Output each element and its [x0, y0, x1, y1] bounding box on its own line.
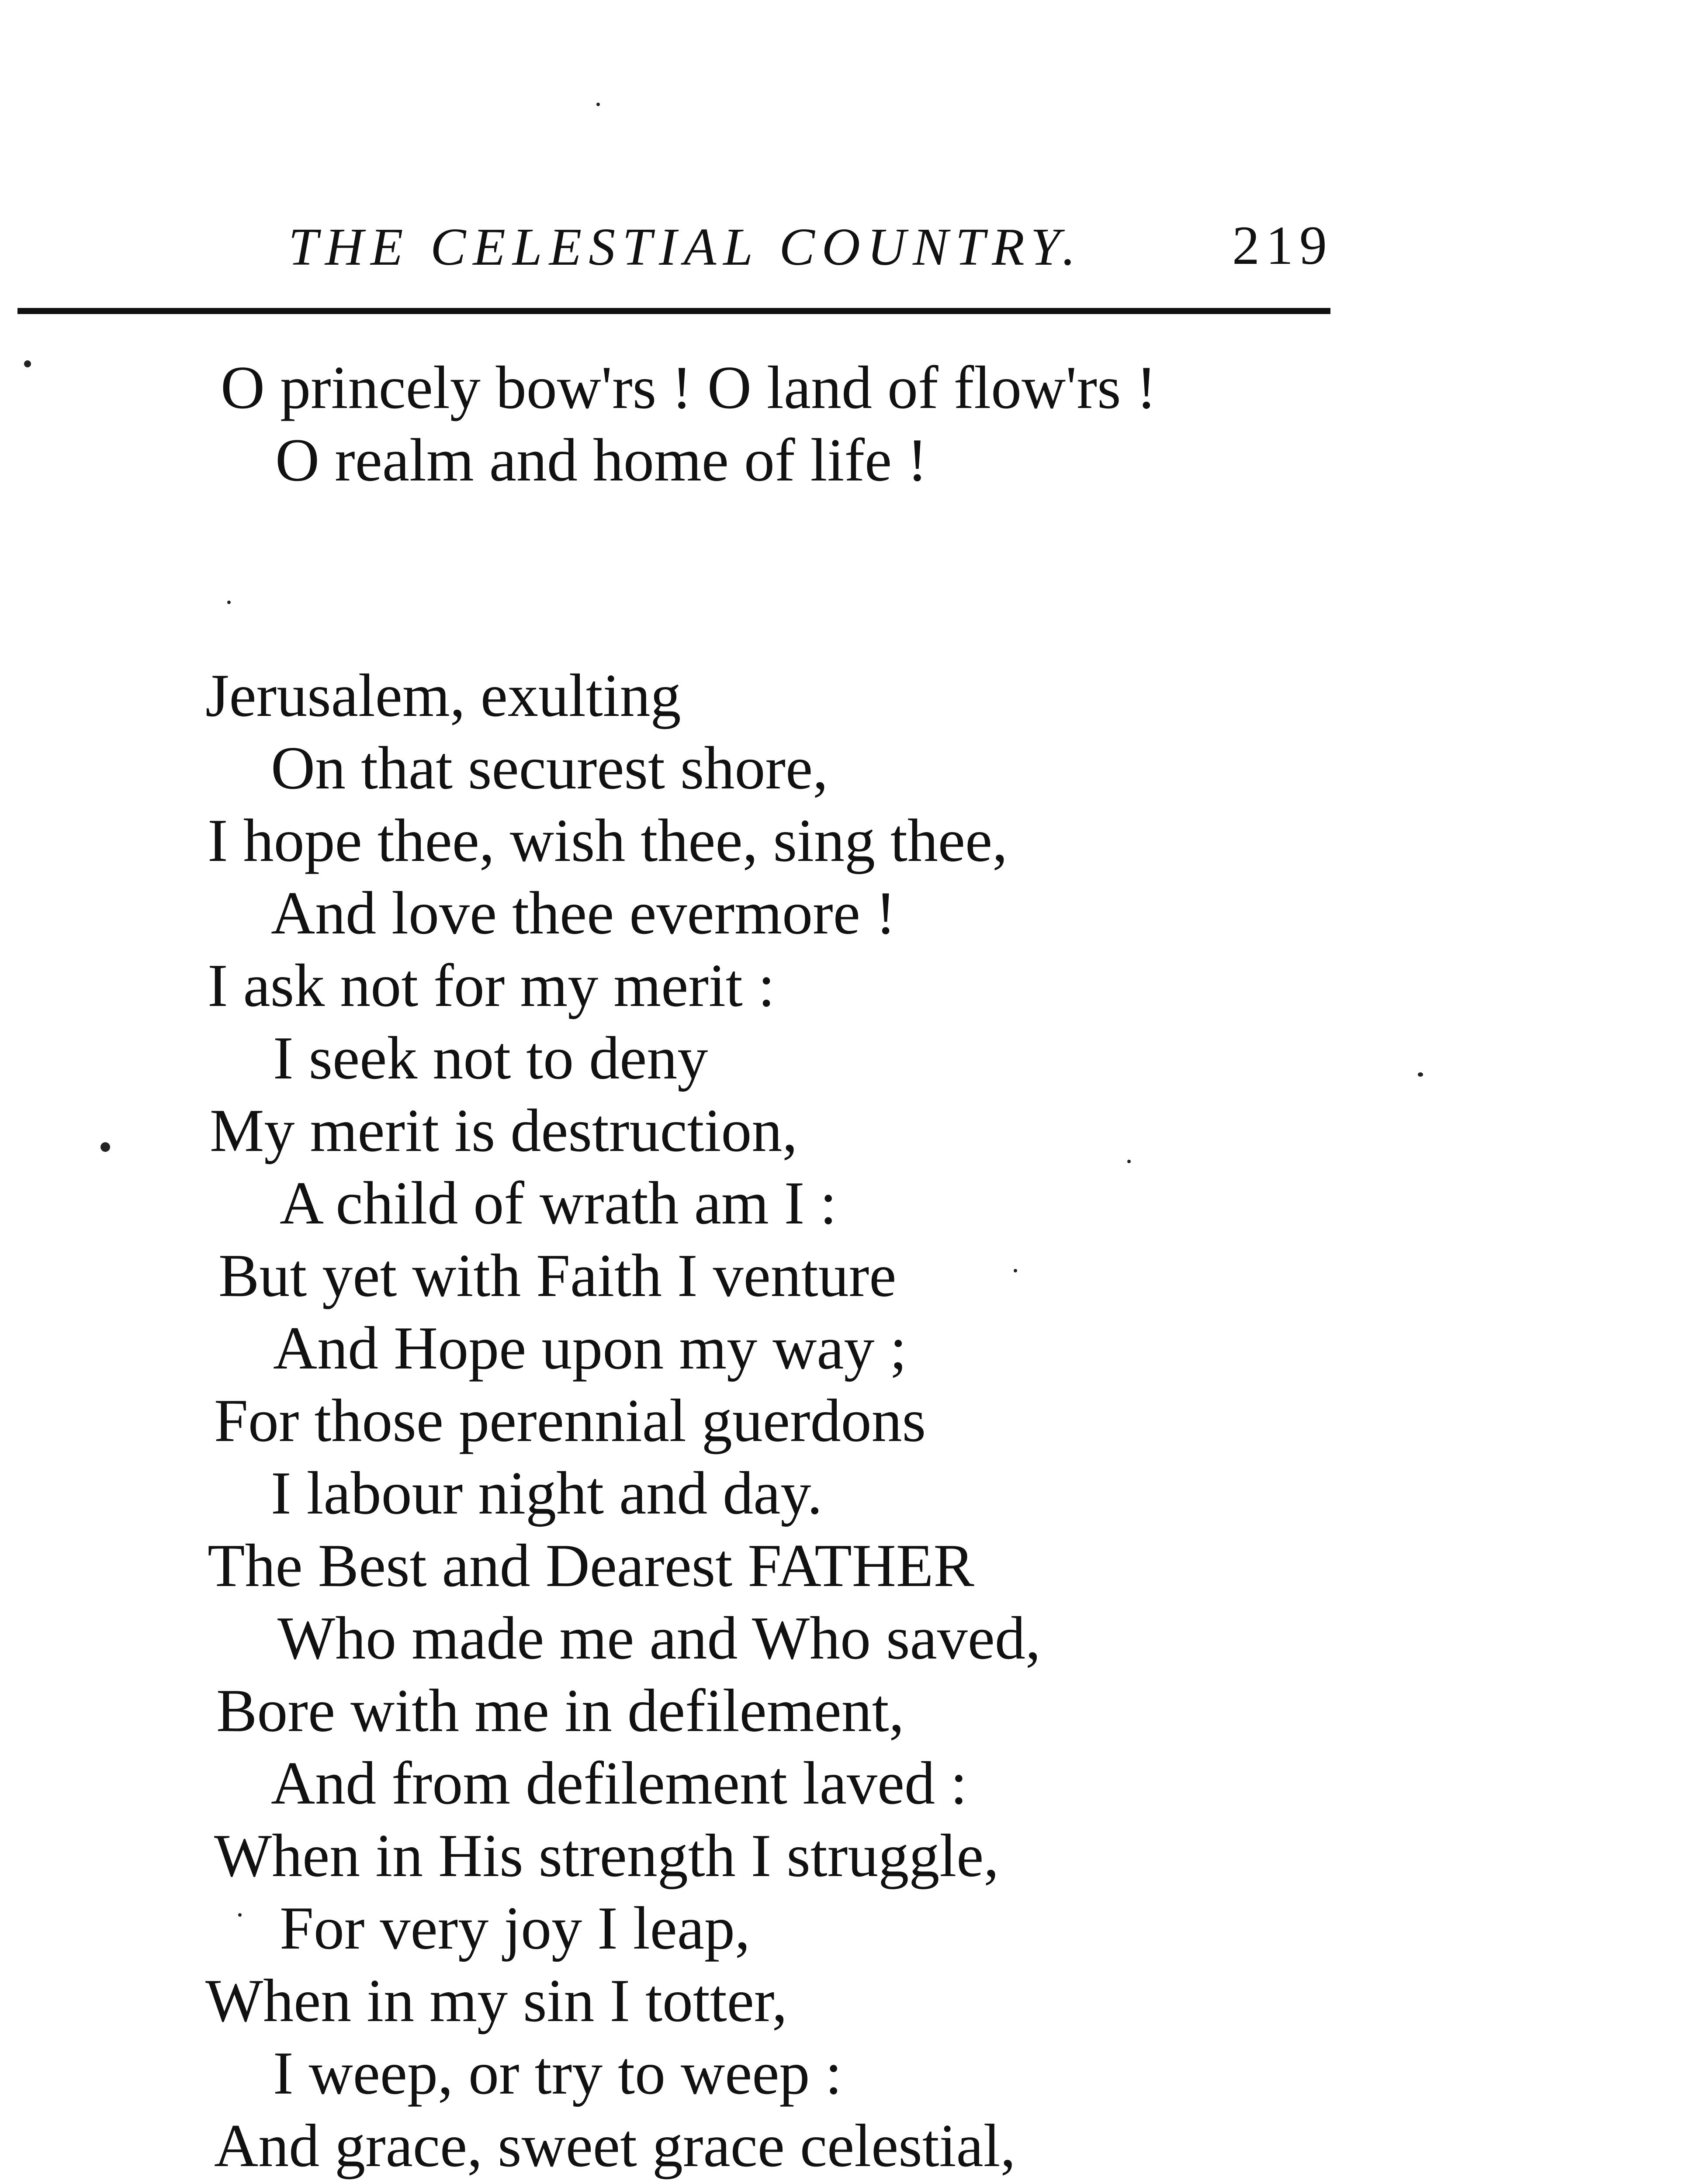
header-rule [17, 308, 1330, 314]
print-speck [24, 360, 31, 367]
verse-line: And grace, sweet grace celestial, [214, 2112, 1016, 2180]
verse-line: My merit is destruction, [210, 1097, 798, 1165]
verse-line: And Hope upon my way ; [273, 1314, 907, 1382]
stanza-1 [0, 352, 1157, 497]
print-speck [1014, 1269, 1017, 1272]
verse-line: O realm and home of life ! [275, 426, 928, 494]
verse-line: For very joy I leap, [280, 1894, 750, 1962]
verse-line: I labour night and day. [271, 1459, 823, 1527]
print-speck [1127, 1160, 1131, 1163]
verse-line: When in my sin I totter, [205, 1967, 787, 2035]
verse-line: For those perennial guerdons [214, 1387, 926, 1455]
verse-line: But yet with Faith I venture [218, 1242, 897, 1310]
verse-line: When in His strength I struggle, [214, 1822, 999, 1890]
stanza-2 [0, 660, 1041, 2184]
verse-line: Jerusalem, exulting [205, 662, 681, 729]
running-title: THE CELESTIAL COUNTRY. [288, 218, 1083, 276]
verse-line: I ask not for my merit : [208, 952, 775, 1019]
print-speck [1418, 1072, 1423, 1077]
verse-line: O princely bow'rs ! O land of flow'rs ! [221, 354, 1157, 422]
verse-line: The Best and Dearest FATHER [208, 1532, 974, 1600]
verse-line: A child of wrath am I : [280, 1169, 837, 1237]
verse-line: And love thee evermore ! [271, 879, 896, 947]
verse-line [0, 2182, 1041, 2184]
page-number: 219 [1232, 215, 1333, 276]
verse-line: I weep, or try to weep : [273, 2039, 842, 2107]
verse-line: On that securest shore, [271, 734, 828, 802]
verse-line: Who made me and Who saved, [277, 1604, 1041, 1672]
verse-line: Bore with me in defilement, [216, 1677, 904, 1745]
verse-line: I seek not to deny [273, 1024, 708, 1092]
verse-line: And from defilement laved : [271, 1749, 967, 1817]
print-speck [596, 103, 600, 106]
print-speck [238, 1913, 242, 1917]
print-speck [100, 1142, 110, 1152]
verse-line: I hope thee, wish thee, sing thee, [208, 807, 1008, 874]
print-speck [227, 601, 231, 604]
